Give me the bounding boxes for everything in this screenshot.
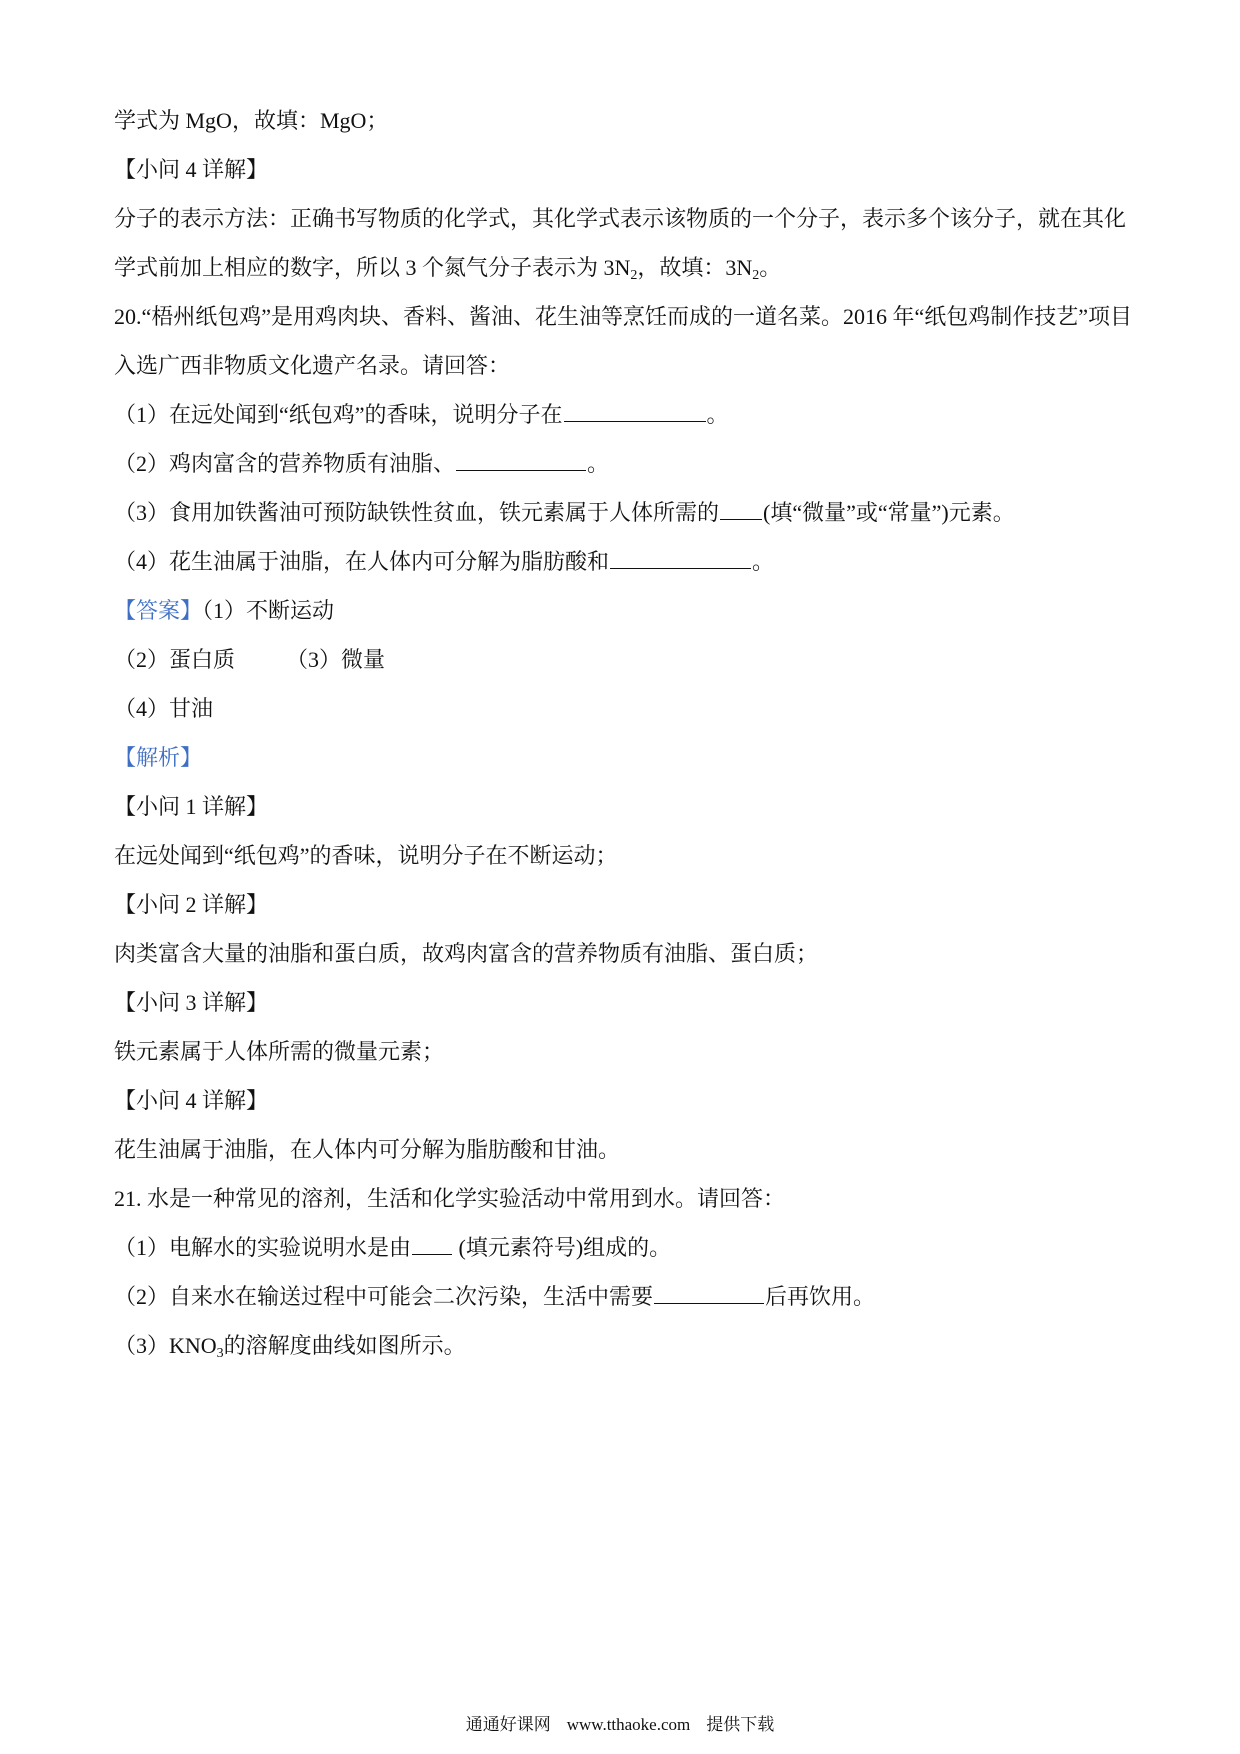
q19-detail4-line1: 分子的表示方法：正确书写物质的化学式，其化学式表示该物质的一个分子，表示多个该分子，就在其化 (114, 206, 1127, 231)
footer-site-name: 通通好课网 (465, 1715, 551, 1734)
q20-detail4-text: 花生油属于油脂，在人体内可分解为脂肪酸和甘油。 (114, 1137, 621, 1162)
q20-stem-line1: 20.“梧州纸包鸡”是用鸡肉块、香料、酱油、花生油等烹饪而成的一道名菜。2016 年“纸包鸡制作技艺”项目 (114, 304, 1133, 329)
q20-part-2-text: （2）鸡肉富含的营养物质有油脂、 (114, 451, 456, 476)
answer-2: （2）蛋白质 (114, 647, 236, 672)
q19-detail4-heading: 【小问 4 详解】 (114, 157, 269, 182)
analysis-label: 【解析】 (114, 745, 203, 770)
document-content (114, 96, 1194, 1370)
q20-part-4-tail: 。 (752, 549, 775, 574)
q21-part-2-text: （2）自来水在输送过程中可能会二次污染，生活中需要 (114, 1284, 654, 1309)
q20-analysis-line (114, 733, 1194, 782)
q20-part-1 (114, 390, 1194, 439)
fill-blank (456, 452, 586, 471)
answer-label: 【答案】 (114, 598, 203, 623)
q20-part-3-text: （3）食用加铁酱油可预防缺铁性贫血，铁元素属于人体所需的 (114, 500, 720, 525)
q19-tail-line: 学式为 MgO，故填：MgO； (114, 108, 389, 133)
q20-part-3 (114, 488, 1194, 537)
subscript: 2 (752, 268, 760, 283)
fill-blank (564, 403, 706, 422)
q21-part-1-tail: (填元素符号)组成的。 (453, 1235, 672, 1260)
q21-part-1 (114, 1223, 1194, 1272)
q19-detail4-line2-c: 。 (759, 255, 782, 280)
answer-1: （1）不断运动 (202, 598, 335, 623)
q21-part-3-tail: 的溶解度曲线如图所示。 (223, 1333, 466, 1358)
subscript: 3 (216, 1346, 224, 1361)
q19-detail4-line2 (114, 243, 1194, 292)
q20-stem-line2: 入选广西非物质文化遗产名录。请回答： (114, 353, 511, 378)
q21-part-3 (114, 1321, 1194, 1370)
q20-part-2 (114, 439, 1194, 488)
fill-blank (610, 550, 751, 569)
q21-part-2 (114, 1272, 1194, 1321)
q21-stem: 21. 水是一种常见的溶剂，生活和化学实验活动中常用到水。请回答： (114, 1186, 786, 1211)
q20-detail4-heading: 【小问 4 详解】 (114, 1088, 269, 1113)
q20-detail2-text: 肉类富含大量的油脂和蛋白质，故鸡肉富含的营养物质有油脂、蛋白质； (114, 941, 819, 966)
q20-part-3-tail: (填“微量”或“常量”)元素。 (763, 500, 1015, 525)
footer-url: www.tthaoke.com (566, 1715, 691, 1734)
answer-4: （4）甘油 (114, 696, 214, 721)
q20-detail3-text: 铁元素属于人体所需的微量元素； (114, 1039, 445, 1064)
q21-part-2-tail: 后再饮用。 (765, 1284, 876, 1309)
q20-detail2-heading: 【小问 2 详解】 (114, 892, 269, 917)
q20-answer-line2 (114, 635, 1194, 684)
q21-part-1-text: （1）电解水的实验说明水是由 (114, 1235, 412, 1260)
q19-detail4-line2-b: ，故填：3N (637, 255, 753, 280)
footer-suffix: 提供下载 (706, 1715, 775, 1734)
q20-part-1-tail: 。 (706, 402, 729, 427)
q20-detail1-heading: 【小问 1 详解】 (114, 794, 269, 819)
page-footer (0, 1712, 1240, 1738)
fill-blank (720, 501, 762, 520)
q20-part-2-tail: 。 (587, 451, 610, 476)
q21-part-3-text: （3）KNO (114, 1333, 217, 1358)
subscript: 2 (630, 268, 638, 283)
q20-part-1-text: （1）在远处闻到“纸包鸡”的香味，说明分子在 (114, 402, 563, 427)
fill-blank (654, 1285, 764, 1304)
q19-detail4-line2-a: 学式前加上相应的数字，所以 3 个氮气分子表示为 3N (114, 255, 631, 280)
q20-part-4-text: （4）花生油属于油脂，在人体内可分解为脂肪酸和 (114, 549, 610, 574)
q20-answer-line1 (114, 586, 1194, 635)
q20-detail3-heading: 【小问 3 详解】 (114, 990, 269, 1015)
answer-3: （3）微量 (286, 647, 386, 672)
q20-part-4 (114, 537, 1194, 586)
fill-blank (412, 1236, 452, 1255)
q20-detail1-text: 在远处闻到“纸包鸡”的香味，说明分子在不断运动； (114, 843, 618, 868)
q20-answer-line3 (114, 684, 1194, 733)
